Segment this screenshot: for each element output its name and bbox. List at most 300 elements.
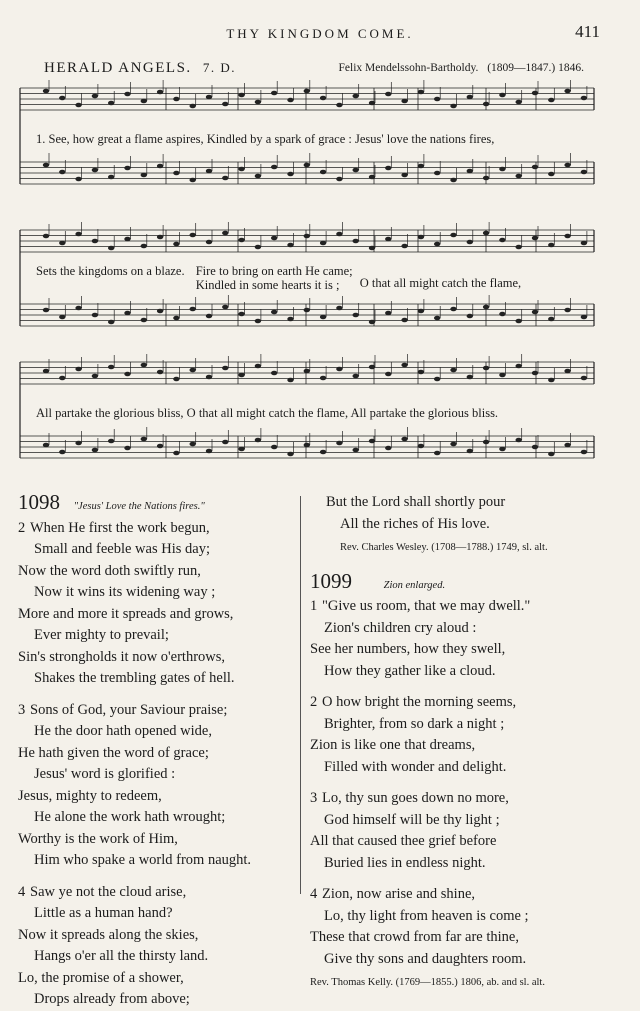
note-head	[336, 103, 342, 108]
stanza	[310, 884, 630, 970]
verse-text: Lo, thy sun goes down no more,	[322, 790, 509, 806]
note-head	[548, 172, 554, 177]
note-head	[581, 241, 587, 246]
lyric-bracket	[196, 264, 353, 292]
note-head	[75, 103, 81, 108]
note-head	[483, 440, 489, 445]
note-head	[499, 167, 505, 172]
note-head	[271, 91, 277, 96]
note-head	[222, 440, 228, 445]
verse-text: Buried lies in endless night.	[324, 854, 486, 871]
verse-line	[18, 625, 298, 647]
note-head	[173, 451, 179, 456]
hymn-title: Zion enlarged.	[383, 579, 446, 591]
note-head	[271, 445, 277, 450]
note-head	[516, 245, 522, 250]
note-head	[43, 443, 49, 448]
verse-text: Shakes the trembling gates of hell.	[34, 670, 235, 686]
verse-line	[310, 757, 630, 779]
verse-text: He alone the work hath wrought;	[34, 809, 226, 825]
running-header: THY KINGDOM COME.	[226, 26, 414, 41]
verse-line	[310, 906, 630, 928]
verse-text: God himself will be thy light ;	[324, 811, 500, 828]
note-head	[92, 94, 98, 99]
verse-text: Jesus' word is glorified :	[34, 766, 176, 782]
note-head	[141, 318, 147, 323]
note-head	[206, 169, 212, 174]
note-head	[287, 98, 293, 103]
note-head	[499, 447, 505, 452]
note-head	[418, 164, 424, 169]
note-head	[434, 242, 440, 247]
note-head	[467, 240, 473, 245]
tune-name	[44, 60, 236, 77]
verse-line	[310, 735, 630, 757]
note-head	[124, 92, 130, 97]
note-head	[548, 452, 554, 457]
verse-text: Zion's children cry aloud :	[324, 619, 477, 636]
note-head	[532, 371, 538, 376]
note-head	[157, 444, 163, 449]
note-head	[43, 89, 49, 94]
verse-text: See her numbers, how they swell,	[310, 641, 506, 657]
note-head	[304, 89, 310, 94]
verse-text: Brighter, from so dark a night ;	[324, 715, 505, 732]
note-head	[173, 242, 179, 247]
note-head	[141, 244, 147, 249]
verse-line	[18, 743, 298, 765]
note-head	[369, 320, 375, 325]
note-head	[320, 96, 326, 101]
stanza	[18, 700, 298, 872]
verse-text: Now it wins its widening way ;	[34, 584, 216, 600]
verse-text: Zion, now arise and shine,	[322, 886, 476, 902]
note-head	[401, 99, 407, 104]
note-head	[353, 239, 359, 244]
note-head	[238, 447, 244, 452]
note-head	[190, 442, 196, 447]
note-head	[304, 369, 310, 374]
note-head	[157, 235, 163, 240]
verse-line	[310, 618, 630, 640]
note-head	[75, 367, 81, 372]
note-head	[450, 368, 456, 373]
lyric-bracket-bottom: Kindled in some hearts it is ;	[195, 278, 340, 292]
verse-line	[18, 582, 298, 604]
tune-title: HERALD ANGELS.	[44, 60, 192, 76]
note-head	[287, 243, 293, 248]
note-head	[92, 374, 98, 379]
note-head	[434, 377, 440, 382]
note-head	[255, 100, 261, 105]
lyric-line-3: All partake the glorious bliss, O that all might catch the flame, All partake the glorious bliss.	[36, 406, 499, 420]
note-head	[190, 307, 196, 312]
note-head	[287, 317, 293, 322]
hymn-1098-author: Rev. Charles Wesley. (1708—1788.) 1749, sl. alt.	[340, 542, 548, 553]
note-head	[320, 315, 326, 320]
verse-text: Sin's strongholds it now o'erthrows,	[18, 648, 226, 665]
verse-line	[310, 692, 630, 714]
note-head	[385, 92, 391, 97]
note-head	[353, 313, 359, 318]
verse-line	[18, 989, 298, 1011]
composer-credit	[339, 62, 584, 74]
note-head	[369, 365, 375, 370]
note-head	[418, 444, 424, 449]
note-head	[141, 363, 147, 368]
verse-line	[18, 946, 298, 968]
note-head	[206, 314, 212, 319]
note-head	[548, 98, 554, 103]
verse-line	[18, 647, 298, 669]
lyric-line-2-tail: O that all might catch the flame,	[359, 276, 522, 290]
note-head	[124, 372, 130, 377]
note-head	[532, 310, 538, 315]
note-head	[483, 102, 489, 107]
note-head	[467, 449, 473, 454]
note-head	[238, 238, 244, 243]
note-head	[59, 315, 65, 320]
verse-text: Now it spreads along the skies,	[18, 926, 199, 943]
note-head	[255, 174, 261, 179]
note-head	[369, 246, 375, 251]
note-head	[206, 375, 212, 380]
note-head	[59, 450, 65, 455]
note-head	[467, 314, 473, 319]
note-head	[532, 91, 538, 96]
note-head	[124, 237, 130, 242]
note-head	[450, 178, 456, 183]
note-head	[336, 306, 342, 311]
note-head	[173, 316, 179, 321]
note-head	[450, 442, 456, 447]
stanza-number: 2	[18, 519, 26, 536]
hymn-1099-stanzas	[310, 596, 630, 970]
note-head	[108, 175, 114, 180]
verse-line	[310, 639, 630, 661]
note-head	[499, 373, 505, 378]
note-head	[304, 234, 310, 239]
note-head	[581, 170, 587, 175]
note-head	[75, 306, 81, 311]
note-head	[43, 369, 49, 374]
verse-text: Filled with wonder and delight.	[324, 758, 507, 775]
stanza	[18, 518, 298, 690]
tune-meter: 7. D.	[202, 60, 237, 75]
note-head	[173, 171, 179, 176]
note-head	[369, 439, 375, 444]
note-head	[92, 239, 98, 244]
verse-text: Ever mighty to prevail;	[34, 627, 169, 643]
note-head	[320, 241, 326, 246]
verse-line	[18, 807, 298, 829]
verse-text: He hath given the word of grace;	[18, 744, 209, 761]
note-head	[467, 169, 473, 174]
hymn-1099-heading	[310, 568, 630, 597]
stanza-number: 2	[310, 694, 318, 710]
lyric-line-2	[36, 264, 606, 292]
composer-name: Felix Mendelssohn-Bartholdy.	[338, 62, 479, 74]
note-head	[157, 164, 163, 169]
verse-line	[18, 604, 298, 626]
note-head	[418, 235, 424, 240]
verse-line	[310, 927, 630, 949]
note-head	[304, 163, 310, 168]
verse-text: Lo, thy light from heaven is come ;	[324, 907, 529, 924]
note-head	[222, 305, 228, 310]
note-head	[108, 439, 114, 444]
note-head	[141, 437, 147, 442]
verse-text: Sons of God, your Saviour praise;	[30, 701, 228, 718]
note-head	[385, 237, 391, 242]
note-head	[499, 238, 505, 243]
note-head	[255, 245, 261, 250]
note-head	[157, 309, 163, 314]
verse-line	[18, 850, 298, 872]
note-head	[581, 315, 587, 320]
note-head	[75, 441, 81, 446]
note-head	[255, 364, 261, 369]
note-head	[564, 369, 570, 374]
note-head	[59, 96, 65, 101]
note-head	[434, 316, 440, 321]
verse-text: More and more it spreads and grows,	[18, 605, 234, 622]
verse-line	[310, 853, 630, 875]
note-head	[548, 378, 554, 383]
note-head	[467, 375, 473, 380]
verse-text: He the door hath opened wide,	[34, 723, 212, 739]
verse-text: Him who spake a world from naught.	[34, 852, 252, 868]
hymn-1099-author: Rev. Thomas Kelly. (1769—1855.) 1806, ab. and sl. alt.	[310, 977, 545, 988]
verse-text: Worthy is the work of Him,	[18, 830, 178, 847]
note-head	[564, 234, 570, 239]
note-head	[385, 166, 391, 171]
verse-text: These that crowd from far are thine,	[310, 929, 519, 945]
note-head	[418, 370, 424, 375]
hymn-1098-heading	[18, 492, 298, 518]
note-head	[108, 246, 114, 251]
note-head	[190, 233, 196, 238]
note-head	[206, 95, 212, 100]
note-head	[92, 448, 98, 453]
note-head	[59, 170, 65, 175]
note-head	[450, 233, 456, 238]
page-number: 411	[575, 22, 600, 41]
note-head	[516, 174, 522, 179]
note-head	[59, 241, 65, 246]
verse-text: Little as a human hand?	[34, 905, 173, 921]
note-head	[434, 451, 440, 456]
verse-line	[18, 786, 298, 808]
note-head	[271, 236, 277, 241]
stanza-number: 4	[18, 883, 26, 900]
verse-line	[18, 518, 298, 540]
note-head	[499, 312, 505, 317]
note-head	[516, 364, 522, 369]
note-head	[516, 100, 522, 105]
note-head	[385, 446, 391, 451]
note-head	[108, 101, 114, 106]
note-head	[222, 176, 228, 181]
verse-text: All that caused thee grief before	[310, 833, 497, 849]
stanza-number: 3	[18, 701, 26, 718]
note-head	[320, 450, 326, 455]
note-head	[336, 367, 342, 372]
verse-line	[310, 788, 630, 810]
note-head	[141, 99, 147, 104]
note-head	[401, 318, 407, 323]
verse-text: Hangs o'er all the thirsty land.	[34, 948, 209, 964]
verse-line	[310, 596, 630, 618]
note-head	[499, 93, 505, 98]
note-head	[222, 102, 228, 107]
note-head	[353, 168, 359, 173]
note-head	[271, 165, 277, 170]
note-head	[157, 370, 163, 375]
note-head	[401, 437, 407, 442]
note-head	[581, 376, 587, 381]
note-head	[255, 319, 261, 324]
note-head	[450, 104, 456, 109]
note-head	[157, 90, 163, 95]
note-head	[206, 240, 212, 245]
note-head	[434, 171, 440, 176]
note-head	[92, 313, 98, 318]
verse-line	[18, 539, 298, 561]
verse-line	[18, 764, 298, 786]
note-head	[222, 231, 228, 236]
verse-line	[18, 882, 298, 904]
note-head	[581, 96, 587, 101]
note-head	[353, 94, 359, 99]
verse-line	[310, 810, 630, 832]
note-head	[59, 376, 65, 381]
note-head	[75, 232, 81, 237]
note-head	[467, 95, 473, 100]
note-head	[238, 312, 244, 317]
note-head	[287, 378, 293, 383]
note-head	[336, 177, 342, 182]
verse-text: Give thy sons and daughters room.	[324, 950, 527, 967]
note-head	[124, 311, 130, 316]
verse-text: Drops already from above;	[34, 991, 190, 1007]
note-head	[255, 438, 261, 443]
note-head	[336, 441, 342, 446]
note-head	[320, 170, 326, 175]
verse-line	[310, 661, 630, 683]
note-head	[206, 449, 212, 454]
verse-line	[18, 668, 298, 690]
verse-line	[18, 903, 298, 925]
column-divider	[300, 496, 301, 894]
note-head	[336, 232, 342, 237]
note-head	[190, 104, 196, 109]
verse-text: Now the word doth swiftly run,	[18, 562, 201, 579]
verse-text: Saw ye not the cloud arise,	[30, 883, 187, 900]
note-head	[238, 167, 244, 172]
hymn-number: 1099	[310, 568, 352, 593]
verse-line	[310, 884, 630, 906]
verse-line	[18, 561, 298, 583]
note-head	[124, 446, 130, 451]
note-head	[516, 319, 522, 324]
verse-text: Lo, the promise of a shower,	[18, 969, 184, 986]
stanza	[310, 788, 630, 874]
note-head	[369, 101, 375, 106]
right-column	[310, 492, 630, 994]
lyric-line-2-start: Sets the kingdoms on a blaze.	[36, 264, 185, 278]
hymn-1098	[18, 492, 298, 1011]
note-head	[385, 311, 391, 316]
music-system-3	[16, 354, 596, 474]
hymn-title: "Jesus' Love the Nations fires."	[73, 501, 205, 512]
note-head	[108, 365, 114, 370]
hymn-1098-stanzas	[18, 518, 298, 1011]
note-head	[418, 90, 424, 95]
note-head	[401, 363, 407, 368]
note-head	[124, 166, 130, 171]
verse-text: Jesus, mighty to redeem,	[18, 787, 162, 804]
note-head	[548, 243, 554, 248]
note-head	[92, 168, 98, 173]
note-head	[532, 165, 538, 170]
note-head	[401, 173, 407, 178]
note-head	[173, 377, 179, 382]
note-head	[401, 244, 407, 249]
continued-line: All the riches of His love.	[340, 515, 490, 532]
note-head	[304, 308, 310, 313]
note-head	[271, 371, 277, 376]
verse-line	[18, 700, 298, 722]
note-head	[369, 175, 375, 180]
note-head	[353, 374, 359, 379]
note-head	[385, 372, 391, 377]
note-head	[108, 320, 114, 325]
note-head	[516, 438, 522, 443]
verse-line	[18, 925, 298, 947]
stanza	[310, 596, 630, 682]
verse-text: O how bright the morning seems,	[322, 694, 517, 710]
note-head	[141, 173, 147, 178]
note-head	[532, 445, 538, 450]
verse-text: Small and feeble was His day;	[34, 541, 210, 557]
note-head	[222, 366, 228, 371]
note-head	[43, 308, 49, 313]
note-head	[173, 97, 179, 102]
verse-line	[310, 831, 630, 853]
note-head	[43, 234, 49, 239]
note-head	[548, 317, 554, 322]
verse-text: Zion is like one that dreams,	[310, 737, 476, 753]
verse-text: When He first the work begun,	[30, 519, 210, 536]
note-head	[483, 231, 489, 236]
note-head	[564, 443, 570, 448]
stanza-number: 4	[310, 886, 318, 902]
note-head	[190, 368, 196, 373]
note-head	[238, 93, 244, 98]
verse-text: How they gather like a cloud.	[324, 662, 496, 679]
verse-line	[18, 829, 298, 851]
note-head	[287, 452, 293, 457]
note-head	[43, 163, 49, 168]
note-head	[418, 309, 424, 314]
verse-line	[18, 968, 298, 990]
note-head	[581, 450, 587, 455]
note-head	[353, 448, 359, 453]
composer-dates: (1809—1847.)	[487, 62, 556, 74]
note-head	[483, 366, 489, 371]
note-head	[483, 176, 489, 181]
